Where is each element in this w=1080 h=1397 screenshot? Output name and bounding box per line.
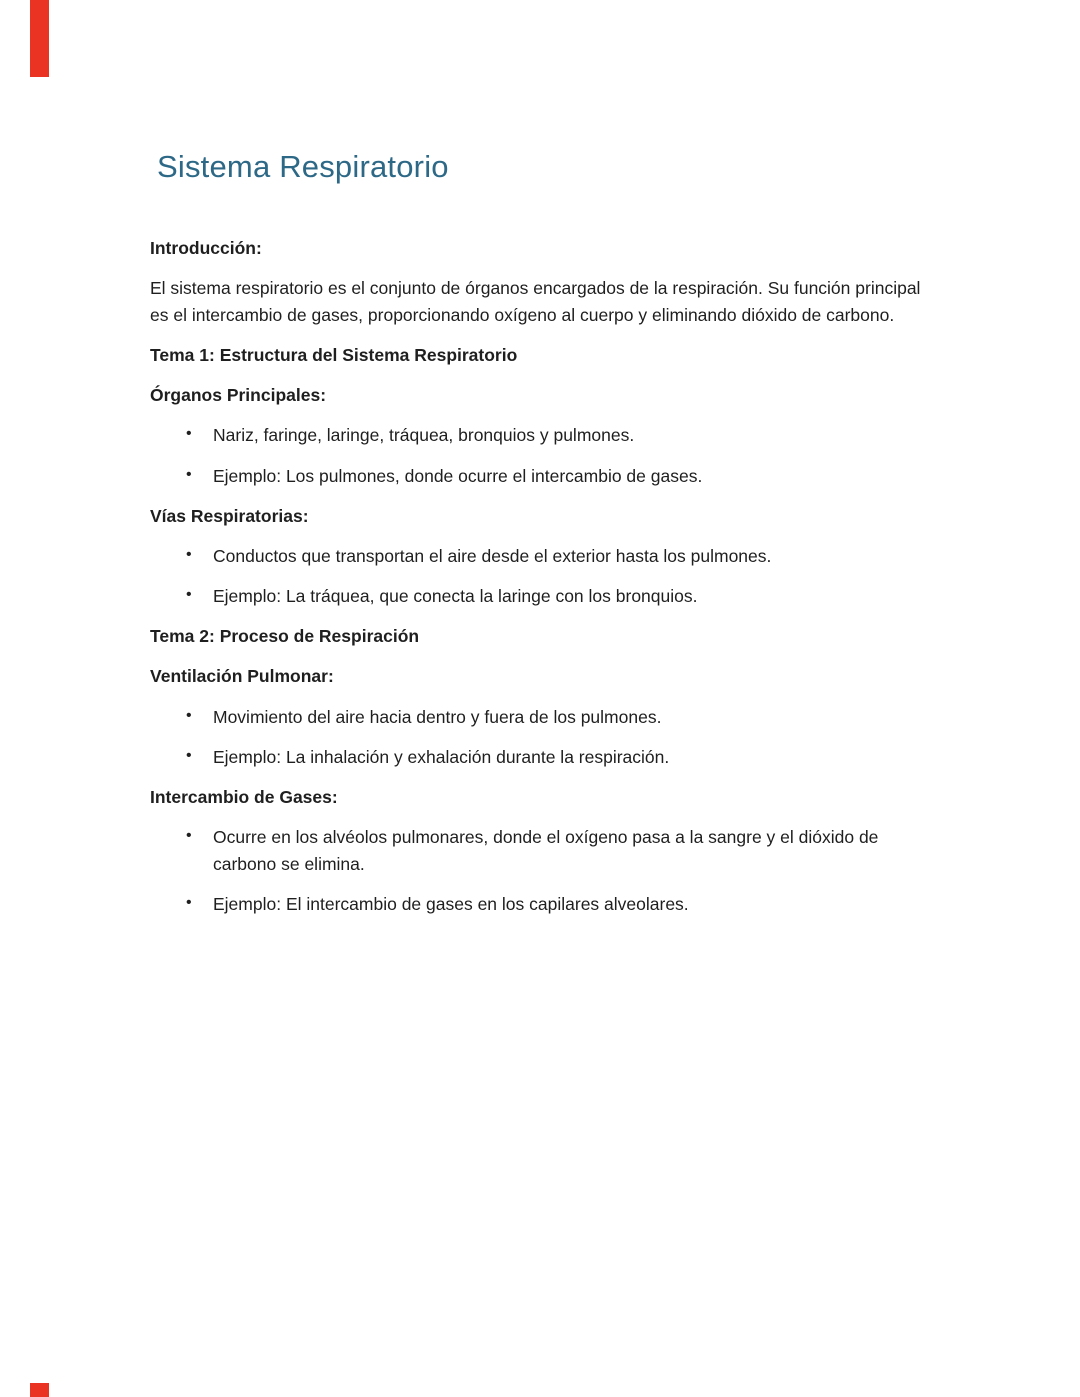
list-item (150, 744, 930, 771)
list-item (150, 543, 930, 570)
heading-vias-respiratorias: Vías Respiratorias: (150, 505, 309, 526)
list-vias-respiratorias (150, 543, 930, 610)
heading-tema-2: Tema 2: Proceso de Respiración (150, 626, 420, 647)
bullet-marker: • (186, 746, 192, 764)
left-edge-red-marker-bottom (30, 1383, 49, 1397)
list-item-text: Nariz, faringe, laringe, tráquea, bronquios y pulmones. (213, 425, 635, 446)
list-item (150, 583, 930, 610)
list-item (150, 704, 930, 731)
bullet-marker: • (186, 586, 192, 604)
list-item-text: Ejemplo: Los pulmones, donde ocurre el intercambio de gases. (213, 465, 703, 486)
list-item-text: Movimiento del aire hacia dentro y fuera de los pulmones. (213, 706, 662, 727)
list-organos-principales (150, 422, 930, 489)
heading-ventilacion-pulmonar: Ventilación Pulmonar: (150, 666, 334, 687)
heading-tema-1: Tema 1: Estructura del Sistema Respiratorio (150, 344, 518, 365)
list-item-text: Ejemplo: La tráquea, que conecta la laringe con los bronquios. (213, 586, 698, 607)
list-ventilacion-pulmonar (150, 704, 930, 771)
heading-organos-principales: Órganos Principales: (150, 385, 327, 406)
list-intercambio-de-gases (150, 824, 930, 918)
heading-introduccion: Introducción: (150, 238, 262, 259)
paragraph-introduccion: El sistema respiratorio es el conjunto de órganos encargados de la respiración. Su función principal es el intercambio de gases, proporcionando oxígeno al cuerpo y eliminando dióxido de carbono. (150, 278, 921, 325)
list-item-text: Conductos que transportan el aire desde el exterior hasta los pulmones. (213, 545, 772, 566)
list-item-text: Ejemplo: El intercambio de gases en los capilares alveolares. (213, 894, 689, 915)
bullet-marker: • (186, 425, 192, 443)
list-item (150, 463, 930, 490)
list-item-text: Ejemplo: La inhalación y exhalación durante la respiración. (213, 746, 670, 767)
bullet-marker: • (186, 894, 192, 912)
bullet-marker: • (186, 706, 192, 724)
list-item (150, 891, 930, 918)
list-item (150, 422, 930, 449)
heading-intercambio-de-gases: Intercambio de Gases: (150, 786, 338, 807)
document-title: Sistema Respiratorio (157, 149, 449, 184)
list-item (150, 824, 930, 878)
list-item-text: Ocurre en los alvéolos pulmonares, donde el oxígeno pasa a la sangre y el dióxido de carbono se elimina. (213, 827, 879, 875)
bullet-marker: • (186, 465, 192, 483)
bullet-marker: • (186, 545, 192, 563)
left-edge-red-marker-top (30, 0, 49, 77)
bullet-marker: • (186, 827, 192, 845)
